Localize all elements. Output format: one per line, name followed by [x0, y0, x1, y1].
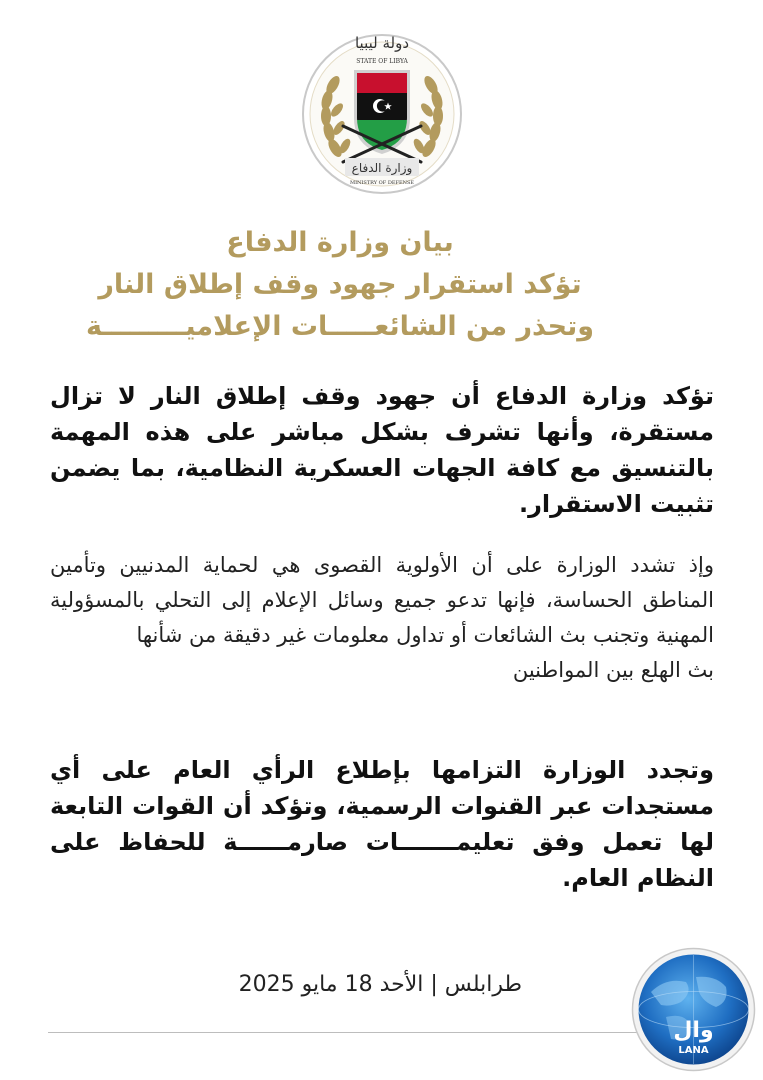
ministry-emblem — [301, 28, 463, 196]
paragraph-media-warning-body: وإذ تشدد الوزارة على أن الأولوية القصوى هي لحماية المدنيين وتأمين المناطق الحساسة، فإنها تدعو جميع وسائل الإعلام إلى التحلي بالمسؤولية المهنية وتجنب بث الشائعات أو تداول معلومات غير دقيقة من شأنها — [50, 553, 714, 647]
statement-subtitle-1: تؤكد استقرار جهود وقف إطلاق النار — [98, 269, 582, 300]
lana-latin: LANA — [678, 1045, 709, 1056]
dateline: طرابلس | الأحد 18 مايو 2025 — [238, 972, 522, 997]
flag-shield-icon — [354, 70, 410, 154]
lana-globe-icon — [631, 947, 756, 1072]
statement-title: بيان وزارة الدفاع — [226, 227, 454, 258]
paragraph-media-warning — [50, 548, 714, 688]
paragraph-ceasefire: تؤكد وزارة الدفاع أن جهود وقف إطلاق النار لا تزال مستقرة، وأنها تشرف بشكل مباشر على هذه المهمة بالتنسيق مع كافة الجهات العسكرية النظامية، بما يضمن تثبيت الاستقرار. — [50, 382, 714, 518]
paragraph-media-warning-last: بث الهلع بين المواطنين — [512, 658, 714, 682]
lana-arabic: وال — [673, 1018, 714, 1043]
statement-subtitle-2: وتحذر من الشائعـــــات الإعلاميـــــــــة — [85, 311, 594, 342]
emblem-ministry-ar: وزارة الدفاع — [351, 161, 413, 175]
lana-logo — [631, 947, 756, 1072]
paragraph-official-channels: وتجدد الوزارة التزامها بإطلاع الرأي العام على أي مستجدات عبر القنوات الرسمية، وتؤكد أن القوات التابعة لها تعمل وفق تعليمـــــــات صارمــــــة للحفاظ على النظام العام. — [50, 756, 714, 892]
statement-title-block — [80, 222, 600, 348]
emblem-graphic — [301, 28, 463, 196]
footer-divider — [48, 1032, 648, 1033]
emblem-ministry-en: MINISTRY OF DEFENSE — [349, 180, 415, 186]
emblem-top-text: دولة ليبيا — [354, 34, 410, 52]
emblem-state-en: STATE OF LIBYA — [356, 58, 408, 65]
